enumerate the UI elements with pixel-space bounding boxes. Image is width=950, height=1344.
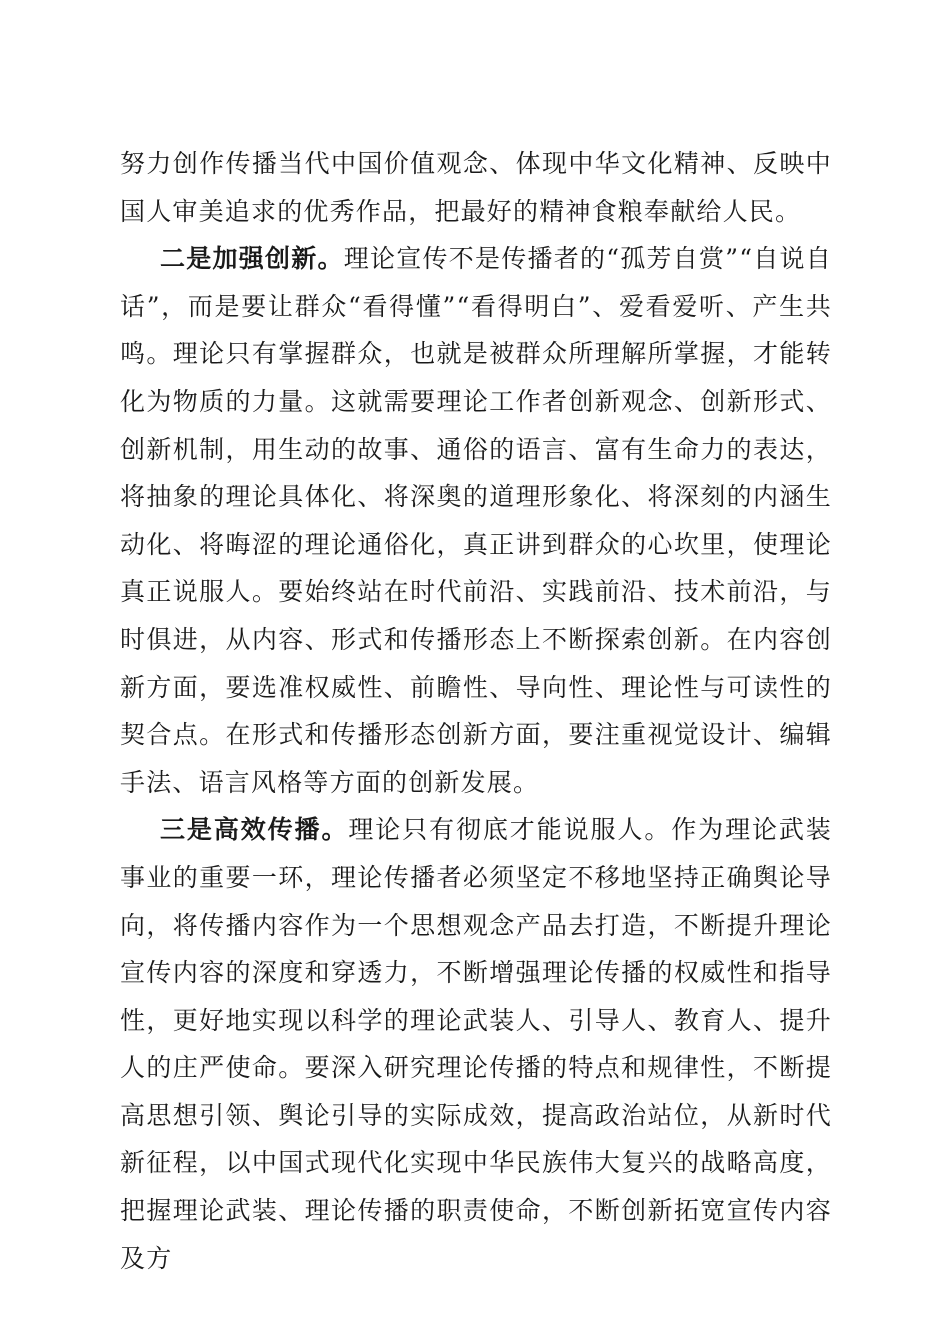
paragraph-text: 理论宣传不是传播者的“孤芳自赏”“自说自话”，而是要让群众“看得懂”“看得明白”、爱看爱听、产生共鸣。理论只有掌握群众，也就是被群众所理解所掌握，才能转化为物质的力量。这就需要理论工作者创新观念、创新形式、创新机制，用生动的故事、通俗的语言、富有生命力的表达，将抽象的理论具体化、将深奥的道理形象化、将深刻的内涵生动化、将晦涩的理论通俗化，真正讲到群众的心坎里，使理论真正说服人。要始终站在时代前沿、实践前沿、技术前沿，与时俱进，从内容、形式和传播形态上不断探索创新。在内容创新方面，要选准权威性、前瞻性、导向性、理论性与可读性的契合点。在形式和传播形态创新方面，要注重视觉设计、编辑手法、语言风格等方面的创新发展。 [120, 244, 833, 797]
paragraph-lead: 三是高效传播。 [160, 815, 349, 845]
paragraph-dissemination [120, 806, 832, 1282]
paragraph-text: 努力创作传播当代中国价值观念、体现中华文化精神、反映中国人审美追求的优秀作品，把最好的精神食粮奉献给人民。 [120, 149, 832, 226]
paragraph-text: 理论只有彻底才能说服人。作为理论武装事业的重要一环，理论传播者必须坚定不移地坚持正确舆论导向，将传播内容作为一个思想观念产品去打造，不断提升理论宣传内容的深度和穿透力，不断增强理论传播的权威性和指导性，更好地实现以科学的理论武装人、引导人、教育人、提升人的庄严使命。要深入研究理论传播的特点和规律性，不断提高思想引领、舆论引导的实际成效，提高政治站位，从新时代新征程，以中国式现代化实现中华民族伟大复兴的战略高度，把握理论武装、理论传播的职责使命，不断创新拓宽宣传内容及方 [120, 815, 832, 1273]
paragraph-lead: 二是加强创新。 [160, 244, 344, 274]
body-text [120, 140, 832, 1282]
paragraph-innovation [120, 235, 832, 806]
paragraph-continuation [120, 140, 832, 235]
